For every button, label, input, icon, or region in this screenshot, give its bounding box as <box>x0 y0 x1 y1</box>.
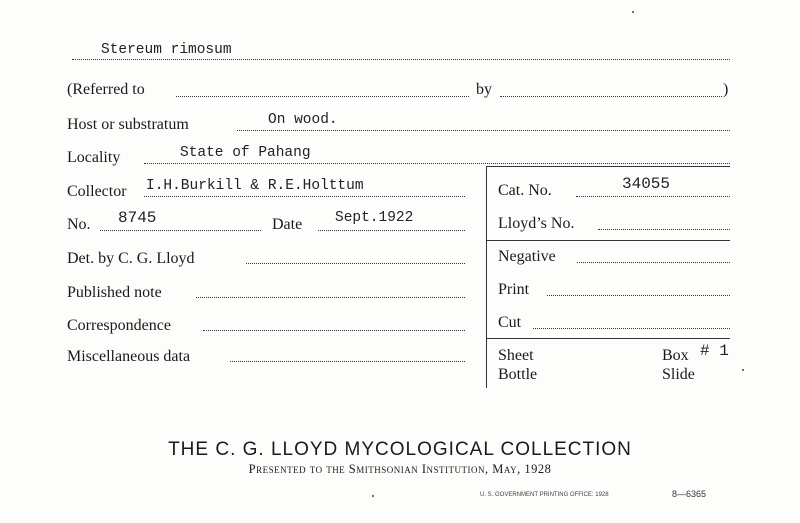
date-value: Sept.1922 <box>335 210 414 226</box>
det-by-label: Det. by C. G. Lloyd <box>67 250 195 267</box>
date-line <box>318 230 465 231</box>
collection-title: THE C. G. LLOYD MYCOLOGICAL COLLECTION <box>168 439 632 460</box>
bottle-label: Bottle <box>498 366 538 383</box>
print-line <box>547 295 730 296</box>
scan-speck <box>632 11 634 13</box>
det-by-line <box>246 263 465 264</box>
scan-speck <box>742 369 744 371</box>
printer-imprint: U. S. GOVERNMENT PRINTING OFFICE: 1928 <box>480 492 609 498</box>
locality-line <box>144 163 730 164</box>
referred-to-line <box>176 96 469 97</box>
box-divider-1 <box>486 240 730 241</box>
slide-label: Slide <box>662 366 695 383</box>
species-line <box>72 59 730 60</box>
box-label: Box <box>662 347 689 364</box>
lloyds-no-line <box>598 229 730 230</box>
referred-to-label: (Referred to <box>67 81 145 98</box>
number-line <box>100 230 261 231</box>
collector-label: Collector <box>67 183 127 200</box>
box-top-border <box>486 166 730 167</box>
host-label: Host or substratum <box>67 116 189 133</box>
misc-line <box>230 361 465 362</box>
collector-line <box>144 196 465 197</box>
box-value: # 1 <box>700 342 729 360</box>
referred-close-paren: ) <box>723 81 729 98</box>
locality-value: State of Pahang <box>180 145 311 161</box>
host-value: On wood. <box>268 112 338 128</box>
host-line <box>237 130 730 131</box>
published-note-label: Published note <box>67 284 162 301</box>
cut-label: Cut <box>498 314 522 331</box>
box-divider-2 <box>486 338 730 339</box>
lloyds-no-label: Lloyd’s No. <box>498 215 575 232</box>
published-note-line <box>196 297 465 298</box>
collection-subtitle: Presented to the Smithsonian Institution, May, 1928 <box>248 462 552 476</box>
correspondence-label: Correspondence <box>67 317 171 334</box>
print-label: Print <box>498 281 530 298</box>
cut-line <box>533 328 730 329</box>
number-value: 8745 <box>118 209 157 227</box>
species-name: Stereum rimosum <box>101 42 232 58</box>
box-left-border <box>486 166 487 388</box>
locality-label: Locality <box>67 149 121 166</box>
cat-no-value: 34055 <box>622 175 671 193</box>
date-label: Date <box>272 216 303 233</box>
number-label: No. <box>67 216 91 233</box>
sheet-label: Sheet <box>498 347 534 364</box>
misc-label: Miscellaneous data <box>67 348 191 365</box>
cat-no-line <box>576 196 730 197</box>
cat-no-label: Cat. No. <box>498 182 552 199</box>
negative-line <box>577 262 730 263</box>
negative-label: Negative <box>498 248 556 265</box>
form-number: 8—6365 <box>672 489 707 499</box>
referred-by-line <box>500 96 722 97</box>
scan-speck <box>372 495 374 497</box>
collector-value: I.H.Burkill & R.E.Holttum <box>146 178 364 194</box>
correspondence-line <box>203 330 465 331</box>
referred-by-label: by <box>476 81 492 98</box>
